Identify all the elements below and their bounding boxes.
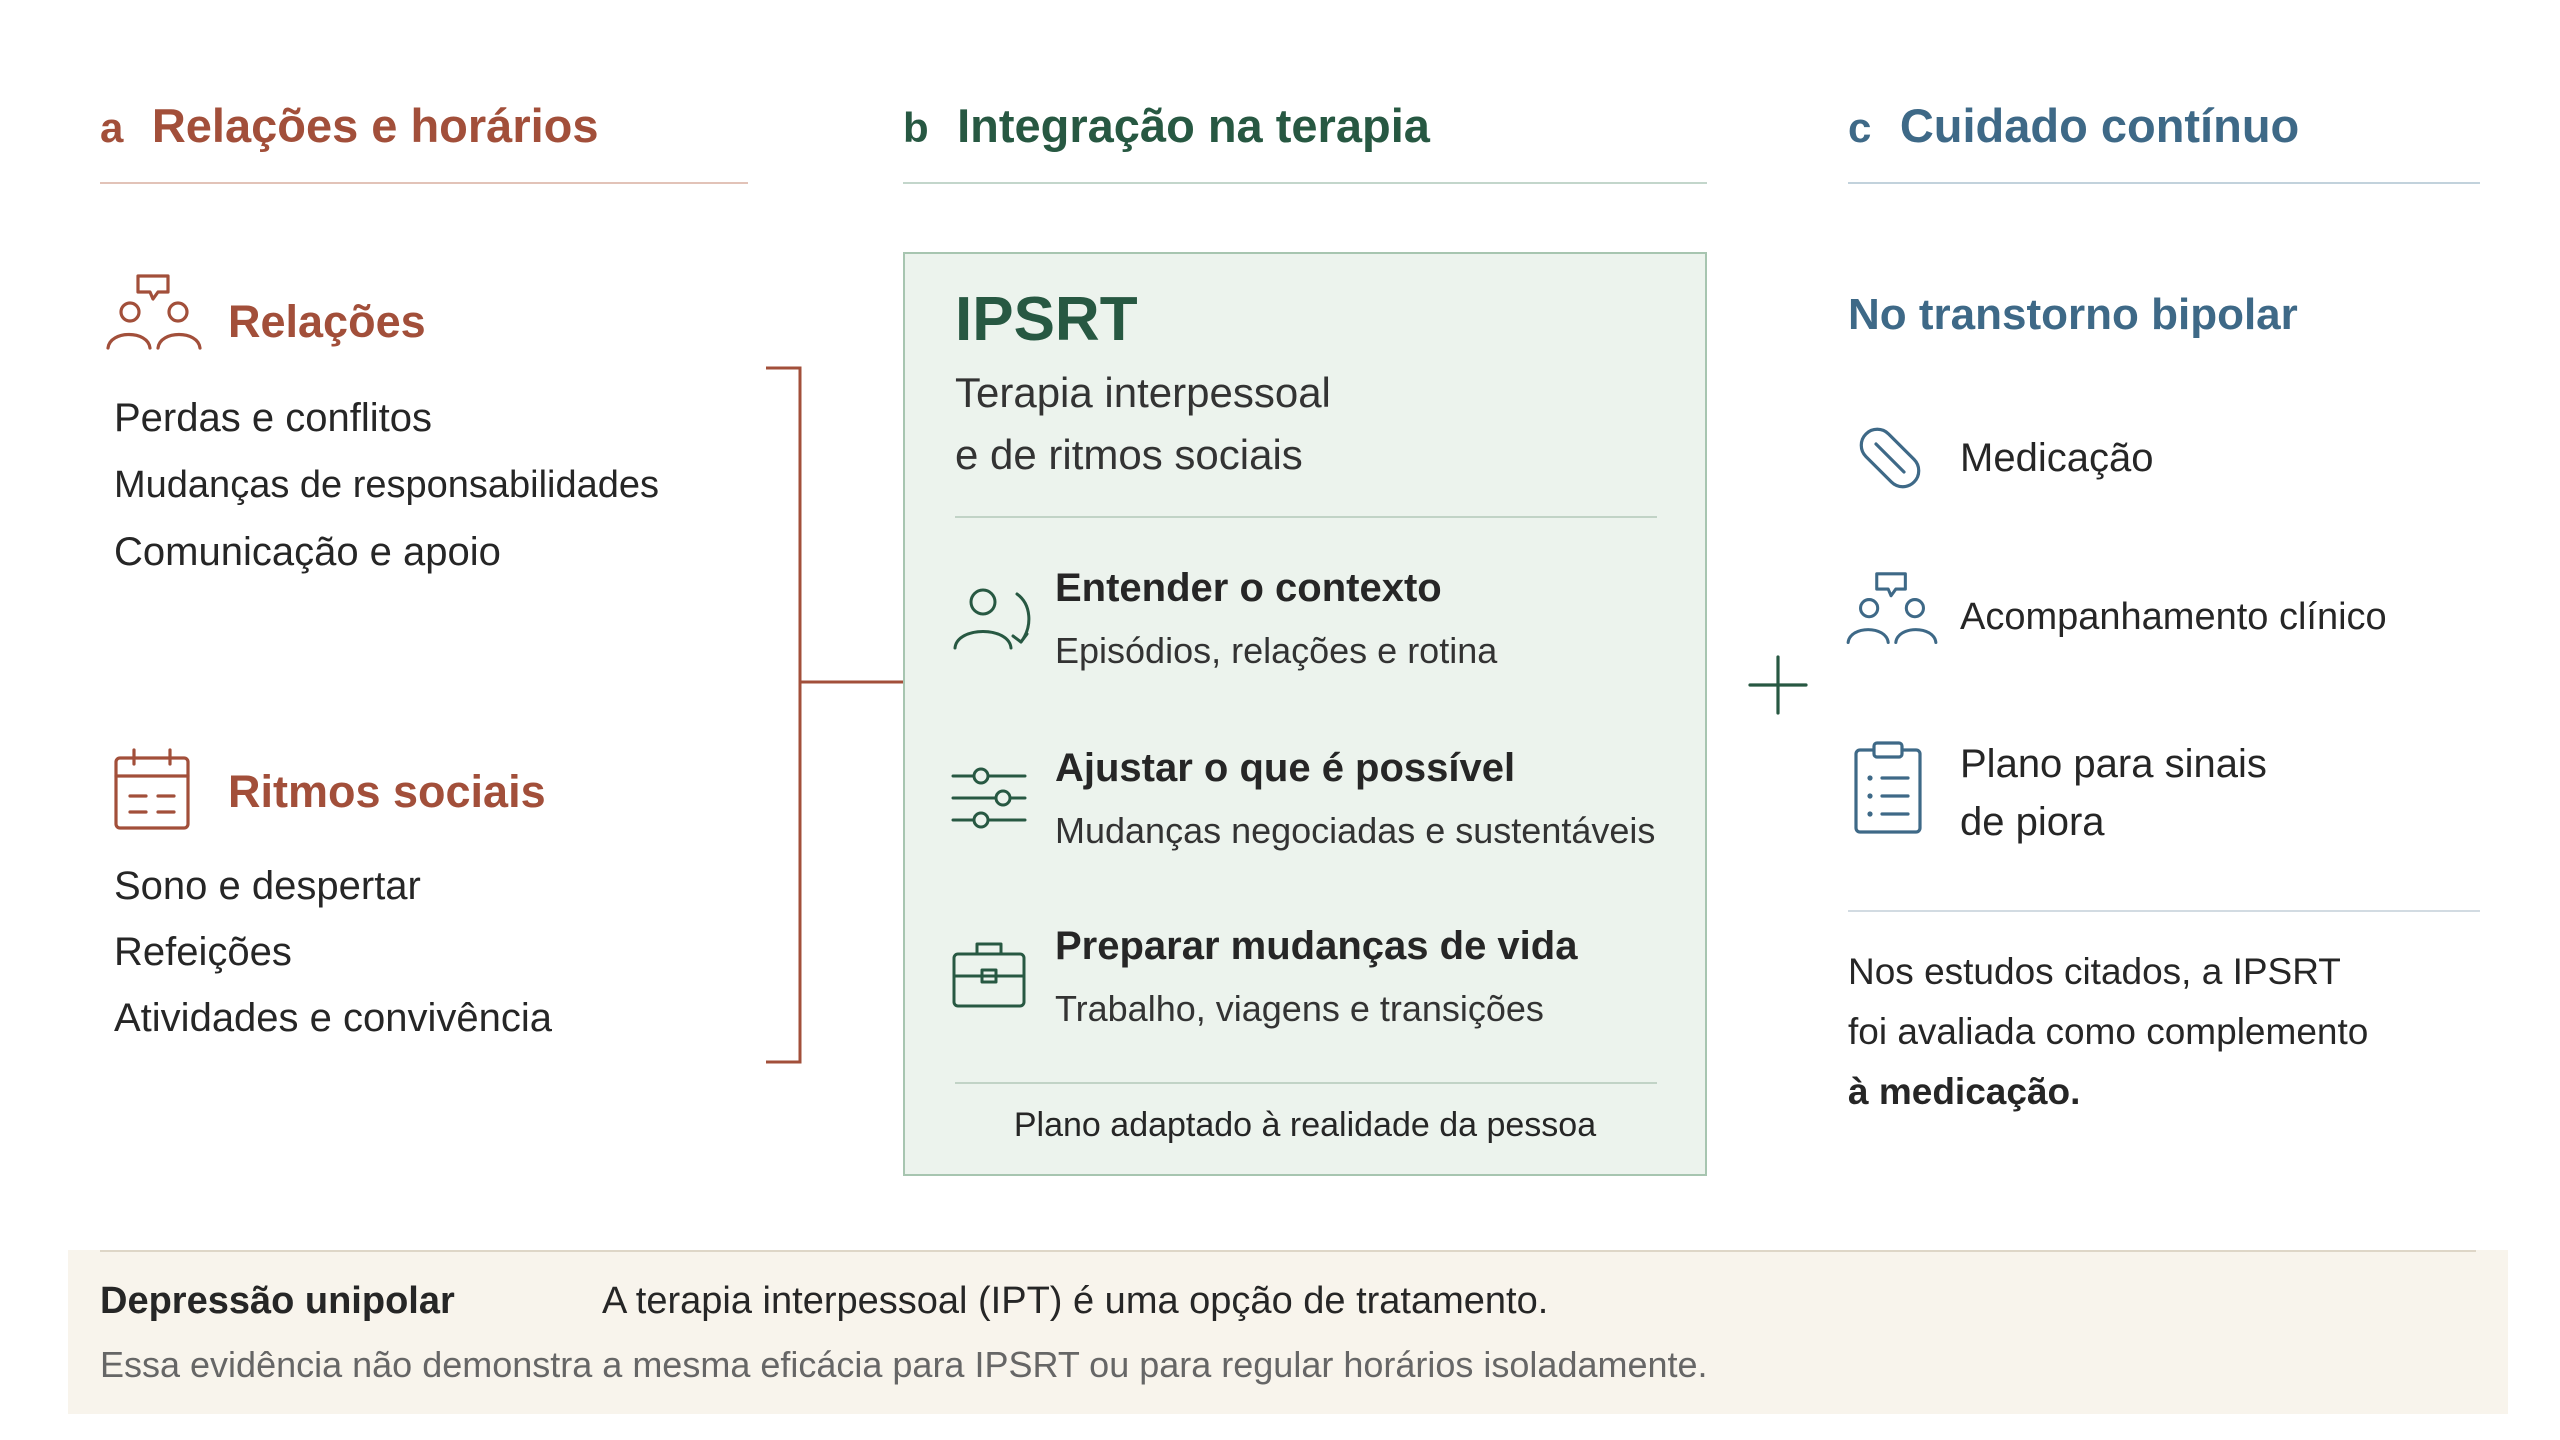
note-line: foi avaliada como complemento bbox=[1848, 1011, 2369, 1052]
people-speech-icon bbox=[1844, 570, 1940, 652]
section-a-letter: a bbox=[100, 104, 124, 151]
step-title: Entender o contexto bbox=[1055, 566, 1442, 610]
care-item-label: de piora bbox=[1960, 800, 2105, 844]
rhythms-item: Atividades e convivência bbox=[114, 996, 553, 1040]
plus-icon bbox=[1748, 655, 1808, 715]
calendar-icon bbox=[112, 748, 192, 832]
relations-icon bbox=[104, 272, 204, 358]
bottom-label: Depressão unipolar bbox=[100, 1280, 455, 1322]
step-title: Ajustar o que é possível bbox=[1055, 746, 1516, 790]
note-line: Nos estudos citados, a IPSRT bbox=[1848, 951, 2341, 992]
ipsrt-footer-divider bbox=[955, 1082, 1657, 1084]
relations-item: Comunicação e apoio bbox=[114, 530, 501, 574]
care-item-label: Plano para sinais bbox=[1960, 742, 2267, 786]
rhythms-item: Refeições bbox=[114, 930, 292, 974]
section-c-title: Cuidado contínuo bbox=[1899, 99, 2300, 152]
ipsrt-subtitle-line: e de ritmos sociais bbox=[955, 431, 1303, 478]
section-c-heading bbox=[1848, 98, 2299, 153]
care-item-label: Medicação bbox=[1960, 436, 2154, 480]
section-c-letter: c bbox=[1848, 104, 1872, 151]
section-a-heading bbox=[100, 98, 599, 153]
briefcase-icon bbox=[951, 940, 1027, 1010]
relations-item: Perdas e conflitos bbox=[114, 396, 432, 440]
section-b-letter: b bbox=[903, 104, 929, 151]
ipsrt-divider bbox=[955, 516, 1657, 518]
section-c-note bbox=[1848, 942, 2488, 1122]
person-cycle-icon bbox=[951, 582, 1037, 654]
step-title: Preparar mudanças de vida bbox=[1055, 924, 1578, 968]
note-bold: à medicação. bbox=[1848, 1071, 2081, 1112]
clipboard-icon bbox=[1852, 740, 1924, 836]
section-c-subtitle: No transtorno bipolar bbox=[1848, 290, 2298, 339]
bottom-band bbox=[68, 1250, 2508, 1414]
step-subtitle: Mudanças negociadas e sustentáveis bbox=[1055, 810, 1656, 851]
bottom-text: A terapia interpessoal (IPT) é uma opção de tratamento. bbox=[602, 1280, 1549, 1322]
step-subtitle: Episódios, relações e rotina bbox=[1055, 630, 1498, 671]
ipsrt-title: IPSRT bbox=[955, 285, 1138, 354]
step-subtitle: Trabalho, viagens e transições bbox=[1055, 988, 1544, 1029]
relations-item: Mudanças de responsabilidades bbox=[114, 464, 660, 506]
section-b-rule bbox=[903, 182, 1707, 184]
rhythms-group-title: Ritmos sociais bbox=[228, 766, 546, 817]
ipsrt-footer: Plano adaptado à realidade da pessoa bbox=[1013, 1106, 1597, 1144]
pill-icon bbox=[1850, 418, 1930, 498]
ipsrt-subtitle bbox=[955, 362, 1331, 486]
rhythms-item: Sono e despertar bbox=[114, 864, 421, 908]
bottom-note: Essa evidência não demonstra a mesma eficácia para IPSRT ou para regular horários isoladamente. bbox=[100, 1344, 1708, 1385]
sliders-icon bbox=[951, 766, 1027, 830]
section-c-rule bbox=[1848, 182, 2480, 184]
ipsrt-subtitle-line: Terapia interpessoal bbox=[955, 369, 1331, 416]
section-c-divider bbox=[1848, 910, 2480, 912]
section-b-heading bbox=[903, 98, 1430, 153]
ipsrt-box bbox=[903, 252, 1707, 1176]
relations-group-title: Relações bbox=[228, 296, 426, 347]
section-a-rule bbox=[100, 182, 748, 184]
care-item-label: Acompanhamento clínico bbox=[1960, 596, 2387, 638]
bottom-band-rule bbox=[100, 1250, 2476, 1252]
section-b-title: Integração na terapia bbox=[957, 99, 1430, 152]
section-a-title: Relações e horários bbox=[151, 99, 599, 152]
bracket-connector bbox=[760, 360, 910, 1070]
